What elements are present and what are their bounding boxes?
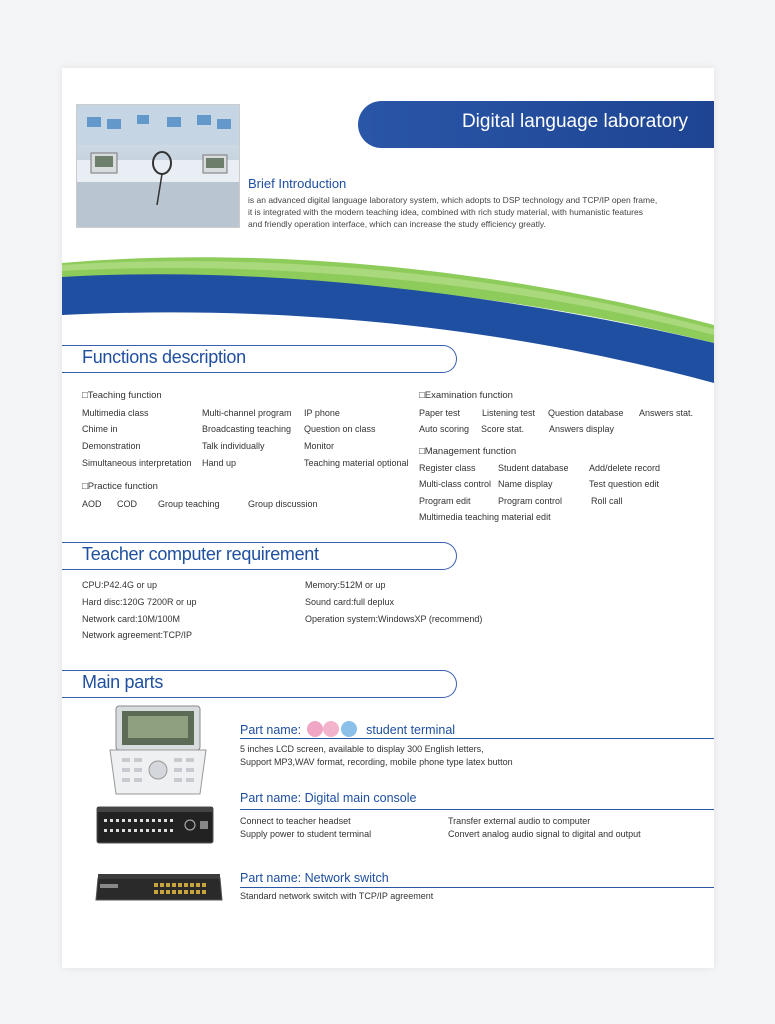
parts-heading [62,670,457,698]
function-item: Hand up [202,458,237,468]
title-banner [358,101,714,148]
brief-text [248,194,708,230]
functions-heading [62,345,457,373]
requirement-item: Sound card:full deplux [305,597,395,607]
function-item: Talk individually [202,441,265,451]
brief-line: and friendly operation interface, which can increase the study efficiency greatly. [248,219,546,229]
brief-line: it is integrated with the modern teaching idea, combined with rich study material, with humanistic features [248,207,643,217]
requirement-heading-label: Teacher computer requirement [82,544,319,564]
brief-line: is an advanced digital language laboratory system, which adopts to DSP technology and TCP/IP open frame, [248,195,658,205]
function-item: Question database [548,408,624,418]
function-item: Test question edit [589,479,660,489]
management-function-title: □Management function [419,446,517,457]
network-switch-image [94,870,224,908]
requirement-item: Network agreement:TCP/IP [82,630,193,640]
blurred-brand-logo [305,720,363,738]
function-item: Answers display [549,424,615,434]
function-item: Monitor [304,441,335,451]
part-description: Convert analog audio signal to digital and output [448,829,641,839]
function-item: Program edit [419,496,471,506]
main-console-image [96,803,214,847]
function-item: IP phone [304,408,340,418]
function-item: Add/delete record [589,463,661,473]
function-item: Demonstration [82,441,141,451]
part-description: Support MP3,WAV format, recording, mobile phone type latex button [240,757,513,767]
function-item: Group discussion [248,499,318,509]
parts-heading-label: Main parts [82,672,164,692]
divider [240,887,714,888]
part-name-network-switch: Part name: Network switch [240,871,389,885]
function-item: Register class [419,463,476,473]
divider [240,738,714,739]
requirement-item: Hard disc:120G 7200R or up [82,597,197,607]
function-item: Multi-class control [419,479,492,489]
part-description: 5 inches LCD screen, available to display 300 English letters, [240,744,484,754]
page-title: Digital language laboratory [461,111,688,132]
requirement-item: CPU:P42.4G or up [82,580,158,590]
function-item: Multi-channel program [202,408,292,418]
language-lab-photo [76,104,240,228]
student-terminal-image [108,704,208,796]
function-item: Auto scoring [419,424,470,434]
requirement-item: Network card:10M/100M [82,614,181,624]
part-name-student-terminal [240,720,455,738]
function-item: Multimedia class [82,408,149,418]
practice-function-title: □Practice function [82,481,158,492]
function-item: AOD [82,499,102,509]
brochure-page [62,68,714,968]
function-item: Program control [498,496,563,506]
function-item: Question on class [304,424,376,434]
function-item: Roll call [591,496,623,506]
requirement-item: Operation system:WindowsXP (recommend) [305,614,483,624]
requirement-heading [62,542,457,570]
divider [240,809,714,810]
function-item: Score stat. [481,424,525,434]
part-description: Supply power to student terminal [240,829,372,839]
function-item: Paper test [419,408,461,418]
function-item: COD [117,499,137,509]
function-item: Broadcasting teaching [202,424,292,434]
part-name-prefix: Part name: [240,723,302,737]
part-description: Transfer external audio to computer [448,816,591,826]
function-item: Answers stat. [639,408,694,418]
part-name-main-console: Part name: Digital main console [240,791,417,805]
function-item: Group teaching [158,499,220,509]
function-item: Multimedia teaching material edit [419,512,551,522]
function-item: Simultaneous interpretation [82,458,192,468]
function-item: Chime in [82,424,118,434]
brief-title: Brief Introduction [248,176,347,191]
teaching-function-title: □Teaching function [82,390,162,401]
function-item: Teaching material optional [304,458,409,468]
part-description: Standard network switch with TCP/IP agreement [240,891,434,901]
function-item: Student database [498,463,569,473]
part-name-suffix: student terminal [366,723,456,737]
function-item: Listening test [482,408,536,418]
function-item: Name display [498,479,553,489]
requirement-item: Memory:512M or up [305,580,386,590]
examination-function-title: □Examination function [419,390,513,401]
part-description: Connect to teacher headset [240,816,351,826]
functions-heading-label: Functions description [82,347,246,367]
